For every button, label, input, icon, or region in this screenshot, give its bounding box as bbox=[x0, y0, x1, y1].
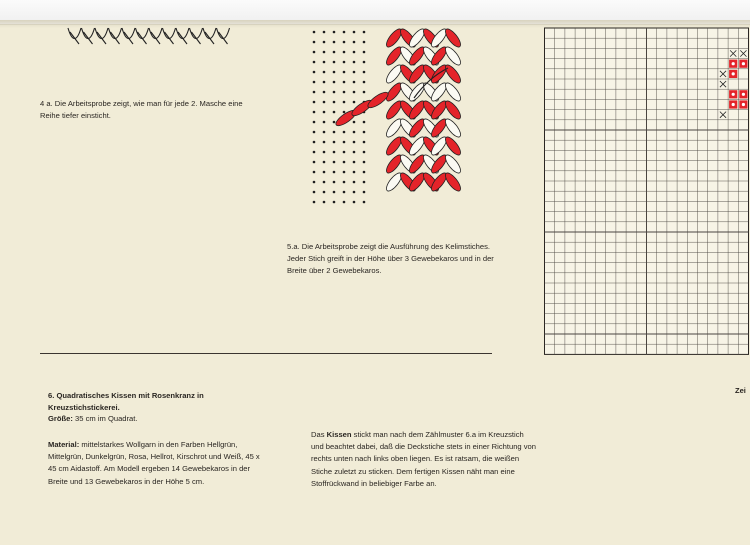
fabric-hole bbox=[353, 161, 356, 164]
fabric-hole bbox=[353, 31, 356, 34]
section-divider bbox=[40, 353, 492, 354]
fabric-hole bbox=[313, 41, 316, 44]
fabric-hole bbox=[323, 151, 326, 154]
fabric-hole bbox=[333, 41, 336, 44]
knit-strand bbox=[138, 32, 147, 44]
fabric-hole bbox=[313, 191, 316, 194]
fabric-hole bbox=[313, 181, 316, 184]
material-label: Material: bbox=[48, 440, 80, 449]
fabric-hole bbox=[353, 121, 356, 124]
stitch-right bbox=[443, 27, 463, 50]
caption-4a-text: 4 a. Die Arbeitsprobe zeigt, wie man für jede 2. Masche eine Reihe tiefer einsticht. bbox=[40, 99, 243, 121]
fabric-hole bbox=[343, 151, 346, 154]
fabric-hole bbox=[313, 201, 316, 204]
fabric-hole bbox=[353, 151, 356, 154]
fabric-hole bbox=[333, 161, 336, 164]
caption-5a bbox=[287, 241, 502, 278]
chart-cell-dot bbox=[742, 62, 745, 65]
fabric-hole bbox=[323, 111, 326, 114]
fabric-hole bbox=[343, 191, 346, 194]
fabric-hole bbox=[363, 191, 366, 194]
fabric-hole bbox=[323, 41, 326, 44]
fabric-hole bbox=[363, 161, 366, 164]
knit-loop bbox=[217, 28, 230, 39]
knit-strand bbox=[70, 32, 79, 44]
fabric-hole bbox=[313, 121, 316, 124]
knit-loop bbox=[95, 28, 108, 39]
kissen-paragraph bbox=[311, 429, 536, 490]
fabric-hole bbox=[333, 191, 336, 194]
fabric-hole bbox=[363, 141, 366, 144]
fabric-hole bbox=[343, 131, 346, 134]
fabric-hole bbox=[343, 181, 346, 184]
knit-strand bbox=[192, 32, 201, 44]
fabric-hole bbox=[333, 111, 336, 114]
fabric-hole bbox=[363, 201, 366, 204]
stitch-right bbox=[443, 99, 463, 122]
fabric-hole bbox=[353, 191, 356, 194]
fabric-hole bbox=[343, 41, 346, 44]
fabric-hole bbox=[353, 181, 356, 184]
fabric-hole bbox=[353, 41, 356, 44]
fabric-hole bbox=[333, 201, 336, 204]
chart-cell-dot bbox=[732, 93, 735, 96]
kelim-stitch-illustration bbox=[306, 26, 481, 202]
fabric-hole bbox=[353, 141, 356, 144]
section-6-title-text: 6. Quadratisches Kissen mit Rosenkranz in Kreuzstichstickerei. bbox=[48, 391, 204, 413]
fabric-hole bbox=[343, 111, 346, 114]
fabric-hole bbox=[333, 151, 336, 154]
fabric-hole bbox=[353, 201, 356, 204]
fabric-hole bbox=[343, 81, 346, 84]
fabric-hole bbox=[323, 121, 326, 124]
fabric-hole bbox=[313, 171, 316, 174]
fabric-hole bbox=[333, 141, 336, 144]
fabric-hole bbox=[323, 161, 326, 164]
knit-loop bbox=[136, 28, 149, 39]
fabric-hole bbox=[343, 91, 346, 94]
fabric-hole bbox=[343, 171, 346, 174]
fabric-hole bbox=[363, 121, 366, 124]
fabric-hole bbox=[323, 61, 326, 64]
fabric-hole bbox=[363, 131, 366, 134]
fabric-hole bbox=[333, 31, 336, 34]
fabric-hole bbox=[313, 31, 316, 34]
fabric-hole bbox=[333, 181, 336, 184]
fabric-hole bbox=[353, 101, 356, 104]
fabric-hole bbox=[313, 91, 316, 94]
fabric-hole bbox=[313, 71, 316, 74]
knit-loop bbox=[122, 28, 135, 39]
fabric-hole bbox=[323, 191, 326, 194]
fabric-hole bbox=[313, 141, 316, 144]
knit-strand bbox=[84, 32, 93, 44]
fabric-hole bbox=[323, 71, 326, 74]
knit-loop bbox=[203, 28, 216, 39]
fabric-hole bbox=[343, 161, 346, 164]
section-6-title bbox=[48, 390, 263, 414]
fabric-hole bbox=[353, 91, 356, 94]
fabric-hole bbox=[353, 81, 356, 84]
knit-loop bbox=[82, 28, 95, 39]
fabric-hole bbox=[343, 71, 346, 74]
fabric-hole bbox=[333, 51, 336, 54]
stitch-right bbox=[443, 135, 463, 158]
chart-cell-dot bbox=[732, 72, 735, 75]
stitch-right bbox=[443, 171, 463, 194]
stitch-right bbox=[443, 81, 463, 104]
fabric-hole bbox=[363, 81, 366, 84]
knit-strand bbox=[219, 32, 228, 44]
knit-loop bbox=[176, 28, 189, 39]
fabric-hole bbox=[333, 121, 336, 124]
knit-strand bbox=[97, 32, 106, 44]
material-text: mittelstarkes Wollgarn in den Farben Hellgrün, Mittelgrün, Dunkelgrün, Rosa, Hellrot, Kirschrot und Weiß, 45 x 45 cm Aidastoff. Am Modell ergeben 14 Gewebekaros in der Breite und 13 Gewebekaros in der Höhe 5 cm. bbox=[48, 440, 260, 486]
fabric-hole bbox=[343, 101, 346, 104]
fabric-hole bbox=[343, 51, 346, 54]
knit-strand bbox=[111, 32, 120, 44]
fabric-hole bbox=[363, 181, 366, 184]
fabric-hole bbox=[333, 61, 336, 64]
knit-loop bbox=[163, 28, 176, 39]
stitch-right bbox=[443, 117, 463, 140]
fabric-hole bbox=[353, 171, 356, 174]
caption-5a-text: 5.a. Die Arbeitsprobe zeigt die Ausführung des Kelimstiches. Jeder Stich greift in der Höhe über 3 Gewebekaros und in der Breite über 2 Gewebekaros. bbox=[287, 242, 494, 276]
chart-cell-dot bbox=[732, 62, 735, 65]
fabric-hole bbox=[363, 171, 366, 174]
fabric-hole bbox=[333, 171, 336, 174]
fabric-hole bbox=[323, 31, 326, 34]
fabric-hole bbox=[313, 161, 316, 164]
knit-loop bbox=[109, 28, 122, 39]
fabric-hole bbox=[343, 201, 346, 204]
knit-loop bbox=[68, 28, 81, 39]
fabric-hole bbox=[363, 61, 366, 64]
chart-cell-dot bbox=[742, 103, 745, 106]
cross-stitch-chart bbox=[544, 24, 750, 354]
kissen-label: Kissen bbox=[326, 430, 352, 439]
fabric-hole bbox=[313, 101, 316, 104]
size-line bbox=[48, 413, 138, 425]
knit-stitch-illustration bbox=[68, 26, 238, 48]
fabric-hole bbox=[313, 131, 316, 134]
fabric-hole bbox=[363, 71, 366, 74]
fabric-hole bbox=[323, 181, 326, 184]
fabric-hole bbox=[313, 151, 316, 154]
fabric-hole bbox=[353, 51, 356, 54]
fabric-hole bbox=[353, 131, 356, 134]
fabric-hole bbox=[323, 101, 326, 104]
knit-loop bbox=[149, 28, 162, 39]
stitch-right bbox=[443, 63, 463, 86]
fabric-hole bbox=[323, 131, 326, 134]
knit-strand bbox=[165, 32, 174, 44]
fabric-hole bbox=[333, 131, 336, 134]
size-label: Größe: bbox=[48, 414, 73, 423]
fabric-hole bbox=[343, 31, 346, 34]
stitch-right bbox=[443, 153, 463, 176]
fabric-hole bbox=[363, 41, 366, 44]
fabric-hole bbox=[353, 61, 356, 64]
fabric-hole bbox=[323, 51, 326, 54]
fabric-hole bbox=[343, 141, 346, 144]
stitch-right bbox=[443, 45, 463, 68]
fabric-hole bbox=[333, 91, 336, 94]
cut-off-side-label: Zei bbox=[735, 386, 746, 395]
kissen-intro: Das bbox=[311, 430, 325, 439]
knit-strand bbox=[205, 32, 214, 44]
material-paragraph bbox=[48, 439, 263, 488]
fabric-hole bbox=[313, 81, 316, 84]
fabric-hole bbox=[333, 81, 336, 84]
fabric-hole bbox=[313, 111, 316, 114]
fabric-hole bbox=[313, 51, 316, 54]
knit-strand bbox=[151, 32, 160, 44]
fabric-hole bbox=[333, 101, 336, 104]
kissen-text: stickt man nach dem Zählmuster 6.a im Kreuzstich und beachtet dabei, daß die Deckstiche stets in einer Richtung von rechts unten nach links oben liegen. Es ist ratsam, die weißen Stiche zuletzt zu sticken. Dem fertigen Kissen näht man eine Stoffrückwand in beliebiger Farbe an. bbox=[311, 430, 536, 488]
fabric-hole bbox=[313, 61, 316, 64]
knit-strand bbox=[124, 32, 133, 44]
fabric-hole bbox=[363, 51, 366, 54]
chart-cell-dot bbox=[742, 93, 745, 96]
fabric-hole bbox=[363, 151, 366, 154]
fabric-hole bbox=[353, 71, 356, 74]
fabric-hole bbox=[323, 141, 326, 144]
caption-4a bbox=[40, 98, 255, 122]
fabric-hole bbox=[323, 81, 326, 84]
chart-cell-dot bbox=[732, 103, 735, 106]
fabric-hole bbox=[363, 31, 366, 34]
fabric-hole bbox=[333, 71, 336, 74]
fabric-hole bbox=[323, 201, 326, 204]
fabric-hole bbox=[323, 171, 326, 174]
fabric-hole bbox=[363, 91, 366, 94]
size-value: 35 cm im Quadrat. bbox=[75, 414, 138, 423]
fabric-hole bbox=[323, 91, 326, 94]
knit-loop bbox=[190, 28, 203, 39]
knit-strand bbox=[178, 32, 187, 44]
fabric-hole bbox=[343, 61, 346, 64]
